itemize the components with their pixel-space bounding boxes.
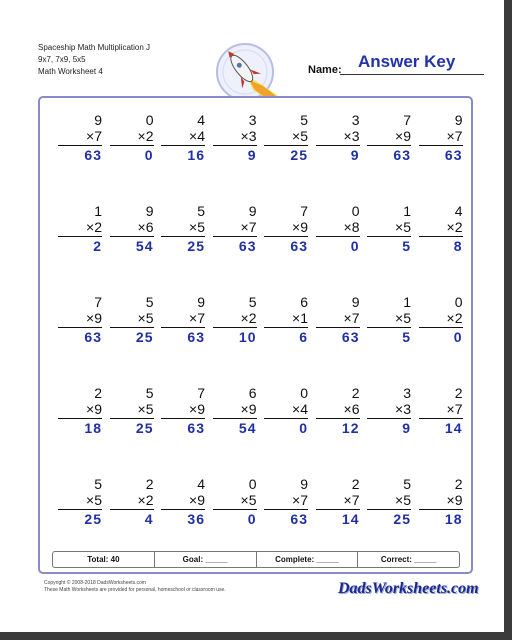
multiplier: ×7 (292, 492, 308, 508)
correct-cell: Correct: _____ (380, 555, 437, 564)
product-answer: 63 (393, 147, 411, 163)
multiplicand: 2 (94, 385, 102, 401)
multiplicand: 9 (300, 476, 308, 492)
answer-rule (161, 327, 205, 328)
multiplicand: 1 (403, 294, 411, 310)
answer-rule (419, 236, 463, 237)
answer-rule (110, 327, 154, 328)
product-answer: 12 (341, 420, 360, 436)
multiplicand: 5 (197, 203, 205, 219)
multiplier: ×9 (240, 401, 257, 417)
answer-rule (58, 145, 102, 146)
problem-r5-c7 (367, 476, 411, 527)
answer-rule (367, 509, 411, 510)
multiplier: ×4 (292, 401, 308, 417)
multiplier: ×2 (446, 219, 463, 235)
problem-r4-c8 (419, 385, 463, 436)
multiplicand: 2 (351, 476, 360, 492)
answer-rule (110, 236, 154, 237)
answer-rule (161, 418, 205, 419)
problem-r2-c8 (419, 203, 463, 254)
multiplier: ×7 (343, 310, 360, 326)
multiplier: ×9 (189, 401, 205, 417)
multiplier: ×3 (240, 128, 257, 144)
problem-r4-c1 (58, 385, 102, 436)
answer-rule (264, 145, 308, 146)
worksheet-subtitle: Math Worksheet 4 (38, 67, 103, 76)
multiplier: ×5 (395, 492, 411, 508)
multiplier: ×2 (446, 310, 463, 326)
product-answer: 10 (238, 329, 257, 345)
answer-rule (419, 418, 463, 419)
worksheet-title: Spaceship Math Multiplication J (38, 43, 151, 52)
problem-r3-c7 (367, 294, 411, 345)
multiplicand: 4 (197, 112, 205, 128)
copyright-notice (44, 580, 226, 594)
multiplier: ×9 (446, 492, 463, 508)
multiplicand: 0 (248, 476, 257, 492)
product-answer: 5 (402, 238, 411, 254)
product-answer: 25 (393, 511, 411, 527)
problem-r4-c5 (264, 385, 308, 436)
problem-r1-c8 (419, 112, 463, 163)
multiplier: ×5 (137, 401, 154, 417)
multiplier: ×5 (240, 492, 257, 508)
problem-r5-c4 (213, 476, 257, 527)
answer-rule (419, 327, 463, 328)
multiplicand: 3 (248, 112, 257, 128)
name-line (340, 74, 484, 75)
answer-rule (213, 509, 257, 510)
multiplicand: 4 (197, 476, 205, 492)
product-answer: 63 (84, 329, 102, 345)
product-answer: 0 (350, 238, 360, 254)
multiplier: ×5 (189, 219, 205, 235)
product-answer: 63 (84, 147, 102, 163)
multiplier: ×7 (446, 401, 463, 417)
answer-rule (110, 509, 154, 510)
multiplicand: 9 (197, 294, 205, 310)
product-answer: 2 (93, 238, 102, 254)
multiplier: ×5 (137, 310, 154, 326)
multiplier: ×2 (137, 492, 154, 508)
multiplier: ×6 (343, 401, 360, 417)
problem-r1-c7 (367, 112, 411, 163)
multiplicand: 1 (403, 203, 411, 219)
product-answer: 0 (144, 147, 154, 163)
problem-r5-c1 (58, 476, 102, 527)
product-answer: 18 (84, 420, 102, 436)
multiplicand: 2 (454, 385, 463, 401)
problem-r3-c4 (213, 294, 257, 345)
multiplicand: 7 (197, 385, 205, 401)
multiplicand: 5 (248, 294, 257, 310)
product-answer: 54 (238, 420, 257, 436)
problem-r5-c6 (316, 476, 360, 527)
answer-rule (58, 327, 102, 328)
product-answer: 25 (187, 238, 205, 254)
problem-r3-c1 (58, 294, 102, 345)
multiplicand: 3 (403, 385, 411, 401)
answer-rule (367, 145, 411, 146)
answer-rule (367, 236, 411, 237)
multiplicand: 0 (300, 385, 308, 401)
answer-rule (367, 418, 411, 419)
multiplicand: 5 (403, 476, 411, 492)
product-answer: 25 (135, 420, 154, 436)
product-answer: 9 (350, 147, 360, 163)
answer-rule (316, 327, 360, 328)
problem-r2-c4 (213, 203, 257, 254)
multiplicand: 5 (94, 476, 102, 492)
multiplicand: 2 (454, 476, 463, 492)
answer-rule (110, 145, 154, 146)
answer-rule (367, 327, 411, 328)
product-answer: 63 (187, 420, 205, 436)
multiplicand: 9 (454, 112, 463, 128)
answer-rule (110, 418, 154, 419)
problem-r4-c6 (316, 385, 360, 436)
name-label: Name: (308, 64, 342, 76)
multiplicand: 2 (145, 476, 154, 492)
multiplicand: 6 (248, 385, 257, 401)
problem-r1-c5 (264, 112, 308, 163)
product-answer: 63 (290, 511, 308, 527)
problem-r4-c3 (161, 385, 205, 436)
answer-key-label: Answer Key (358, 52, 456, 71)
site-logo: DadsWorksheets.com (338, 580, 479, 597)
problem-r1-c1 (58, 112, 102, 163)
multiplier: ×2 (86, 219, 102, 235)
product-answer: 16 (187, 147, 205, 163)
copyright-line-1: Copyright © 2008-2018 DadsWorksheets.com (44, 580, 146, 586)
product-answer: 18 (444, 511, 463, 527)
problem-r5-c2 (110, 476, 154, 527)
answer-rule (264, 418, 308, 419)
answer-rule (58, 509, 102, 510)
product-answer: 63 (290, 238, 308, 254)
multiplier: ×5 (395, 310, 411, 326)
multiplicand: 1 (94, 203, 102, 219)
problem-r2-c6 (316, 203, 360, 254)
answer-rule (316, 418, 360, 419)
problem-r5-c3 (161, 476, 205, 527)
problem-r4-c2 (110, 385, 154, 436)
answer-rule (213, 236, 257, 237)
product-answer: 63 (187, 329, 205, 345)
multiplicand: 9 (248, 203, 257, 219)
product-answer: 0 (453, 329, 463, 345)
problem-r1-c6 (316, 112, 360, 163)
problem-r3-c2 (110, 294, 154, 345)
answer-rule (213, 418, 257, 419)
product-answer: 0 (299, 420, 308, 436)
multiplier: ×3 (343, 128, 360, 144)
multiplier: ×1 (292, 310, 308, 326)
product-answer: 63 (341, 329, 360, 345)
multiplier: ×3 (395, 401, 411, 417)
multiplicand: 9 (145, 203, 154, 219)
problem-r1-c3 (161, 112, 205, 163)
problem-r4-c4 (213, 385, 257, 436)
problem-r4-c7 (367, 385, 411, 436)
product-answer: 63 (444, 147, 463, 163)
multiplicand: 3 (351, 112, 360, 128)
problem-r2-c1 (58, 203, 102, 254)
problem-r5-c8 (419, 476, 463, 527)
product-answer: 0 (247, 511, 257, 527)
multiplier: ×9 (395, 128, 411, 144)
answer-rule (161, 236, 205, 237)
product-answer: 14 (341, 511, 360, 527)
product-answer: 5 (402, 329, 411, 345)
copyright-line-2: These Math Worksheets are provided for personal, homeschool or classroom use. (44, 587, 226, 593)
multiplicand: 0 (351, 203, 360, 219)
multiplicand: 7 (94, 294, 102, 310)
multiplicand: 9 (94, 112, 102, 128)
multiplier: ×6 (137, 219, 154, 235)
problems-grid (40, 108, 471, 528)
multiplier: ×4 (189, 128, 205, 144)
product-answer: 63 (238, 238, 257, 254)
complete-cell: Complete: _____ (257, 552, 359, 567)
product-answer: 25 (84, 511, 102, 527)
multiplier: ×9 (189, 492, 205, 508)
answer-rule (264, 236, 308, 237)
multiplier: ×5 (292, 128, 308, 144)
answer-rule (316, 509, 360, 510)
total-cell: Total: 40 (53, 552, 155, 567)
multiplicand: 4 (454, 203, 463, 219)
multiplicand: 0 (145, 112, 154, 128)
problem-r3-c5 (264, 294, 308, 345)
problem-r5-c5 (264, 476, 308, 527)
multiplier: ×2 (240, 310, 257, 326)
answer-rule (58, 236, 102, 237)
score-footer (52, 551, 460, 568)
problem-r1-c2 (110, 112, 154, 163)
multiplicand: 5 (145, 385, 154, 401)
multiplicand: 2 (351, 385, 360, 401)
multiplier: ×7 (446, 128, 463, 144)
product-answer: 54 (135, 238, 154, 254)
multiplier: ×9 (86, 401, 102, 417)
multiplicand: 0 (454, 294, 463, 310)
product-answer: 25 (290, 147, 308, 163)
multiplier: ×9 (292, 219, 308, 235)
product-answer: 9 (402, 420, 411, 436)
problem-r3-c6 (316, 294, 360, 345)
product-answer: 25 (135, 329, 154, 345)
product-answer: 36 (187, 511, 205, 527)
answer-rule (161, 509, 205, 510)
multiplicand: 6 (300, 294, 308, 310)
problem-r3-c8 (419, 294, 463, 345)
answer-rule (264, 509, 308, 510)
multiplier: ×2 (137, 128, 154, 144)
problem-r2-c5 (264, 203, 308, 254)
problem-r2-c7 (367, 203, 411, 254)
multiplicand: 7 (403, 112, 411, 128)
multiplicand: 9 (351, 294, 360, 310)
product-answer: 6 (299, 329, 308, 345)
product-answer: 9 (247, 147, 257, 163)
problem-r1-c4 (213, 112, 257, 163)
multiplicand: 5 (300, 112, 308, 128)
answer-rule (316, 145, 360, 146)
multiplier: ×5 (395, 219, 411, 235)
multiplier: ×9 (86, 310, 102, 326)
answer-rule (161, 145, 205, 146)
answer-rule (419, 509, 463, 510)
multiplier: ×7 (86, 128, 102, 144)
problem-r3-c3 (161, 294, 205, 345)
goal-cell: Goal: _____ (155, 552, 257, 567)
multiplier: ×7 (240, 219, 257, 235)
product-answer: 4 (144, 511, 154, 527)
answer-rule (419, 145, 463, 146)
product-answer: 14 (444, 420, 463, 436)
problem-r2-c2 (110, 203, 154, 254)
answer-rule (264, 327, 308, 328)
worksheet-header (38, 42, 150, 78)
multiplicand: 7 (300, 203, 308, 219)
answer-rule (316, 236, 360, 237)
multiplier: ×7 (189, 310, 205, 326)
answer-rule (213, 145, 257, 146)
multiplier: ×7 (343, 492, 360, 508)
worksheet-facts: 9x7, 7x9, 5x5 (38, 55, 86, 64)
multiplier: ×8 (343, 219, 360, 235)
problem-r2-c3 (161, 203, 205, 254)
answer-rule (213, 327, 257, 328)
answer-rule (58, 418, 102, 419)
product-answer: 8 (453, 238, 463, 254)
multiplier: ×5 (86, 492, 102, 508)
multiplicand: 5 (145, 294, 154, 310)
